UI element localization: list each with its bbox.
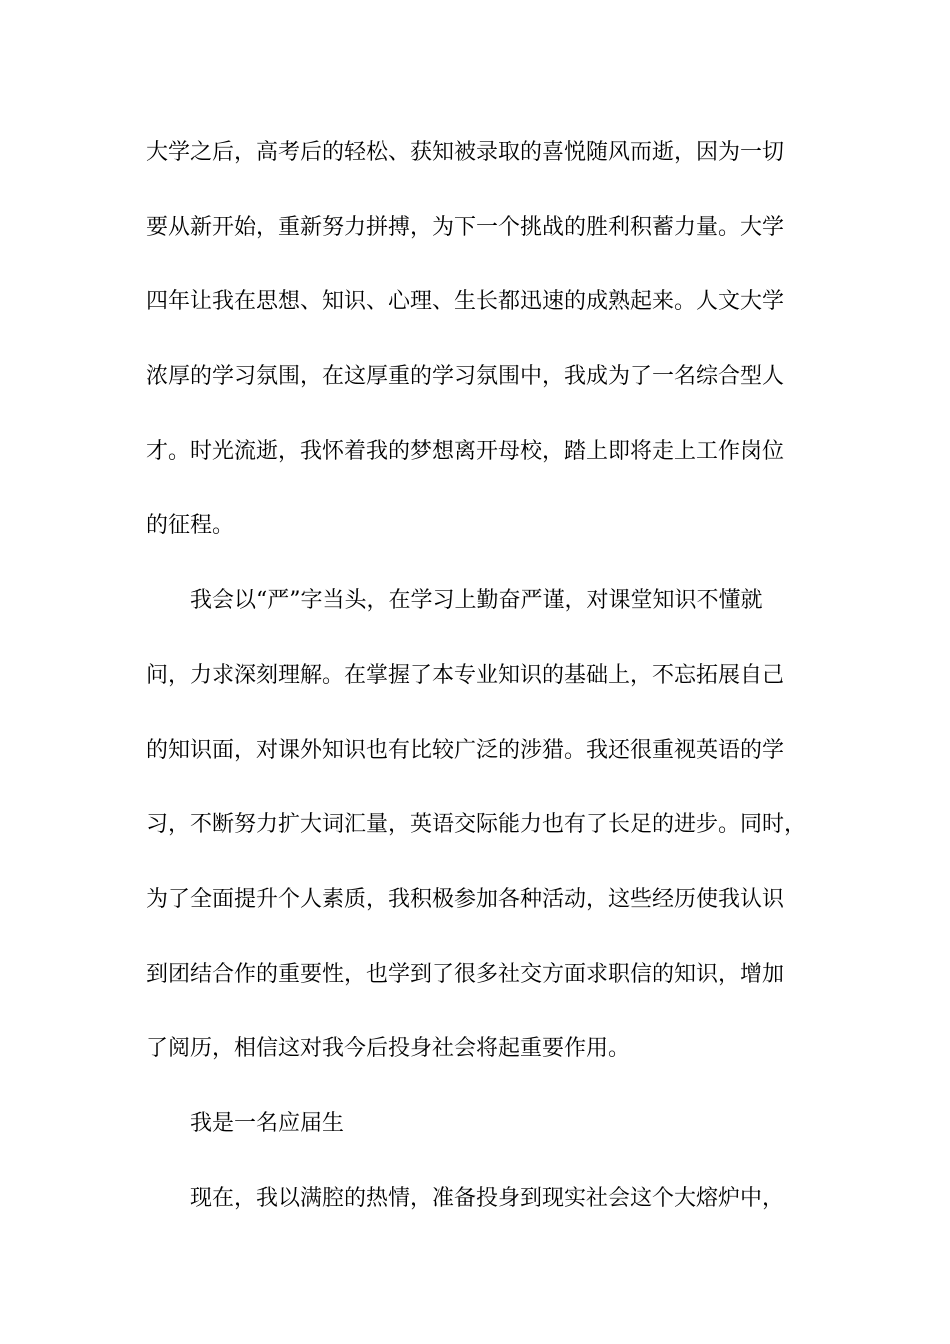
paragraph-start-line: 我是一名应届生 xyxy=(190,1110,345,1136)
text-line: 大学之后，高考后的轻松、获知被录取的喜悦随风而逝，因为一切 xyxy=(146,140,785,165)
text-line: 问，力求深刻理解。在掌握了本专业知识的基础上，不忘拓展自己 xyxy=(146,662,785,688)
text-line: 习，不断努力扩大词汇量，英语交际能力也有了长足的进步。同时， xyxy=(146,812,807,838)
body-text xyxy=(146,132,806,1252)
text-line: 要从新开始，重新努力拼搏，为下一个挑战的胜利积蓄力量。大学 xyxy=(146,214,785,240)
paragraph-start-line: 现在，我以满腔的热情，准备投身到现实社会这个大熔炉中， xyxy=(190,1185,785,1211)
text-line: 四年让我在思想、知识、心理、生长都迅速的成熟起来。人文大学 xyxy=(146,289,785,315)
text-line: 了阅历，相信这对我今后投身社会将起重要作用。 xyxy=(146,1036,631,1062)
text-line: 的知识面，对课外知识也有比较广泛的涉猎。我还很重视英语的学 xyxy=(146,737,785,763)
text-line: 为了全面提升个人素质，我积极参加各种活动，这些经历使我认识 xyxy=(146,886,785,912)
text-line: 到团结合作的重要性，也学到了很多社交方面求职信的知识，增加 xyxy=(146,961,785,987)
text-line: 浓厚的学习氛围，在这厚重的学习氛围中，我成为了一名综合型人 xyxy=(146,364,785,390)
text-line: 的征程。 xyxy=(146,513,235,539)
text-line: 才。时光流逝，我怀着我的梦想离开母校，踏上即将走上工作岗位 xyxy=(146,438,785,464)
paragraph-start-line: 我会以“严”字当头，在学习上勤奋严谨，对课堂知识不懂就 xyxy=(190,588,763,614)
